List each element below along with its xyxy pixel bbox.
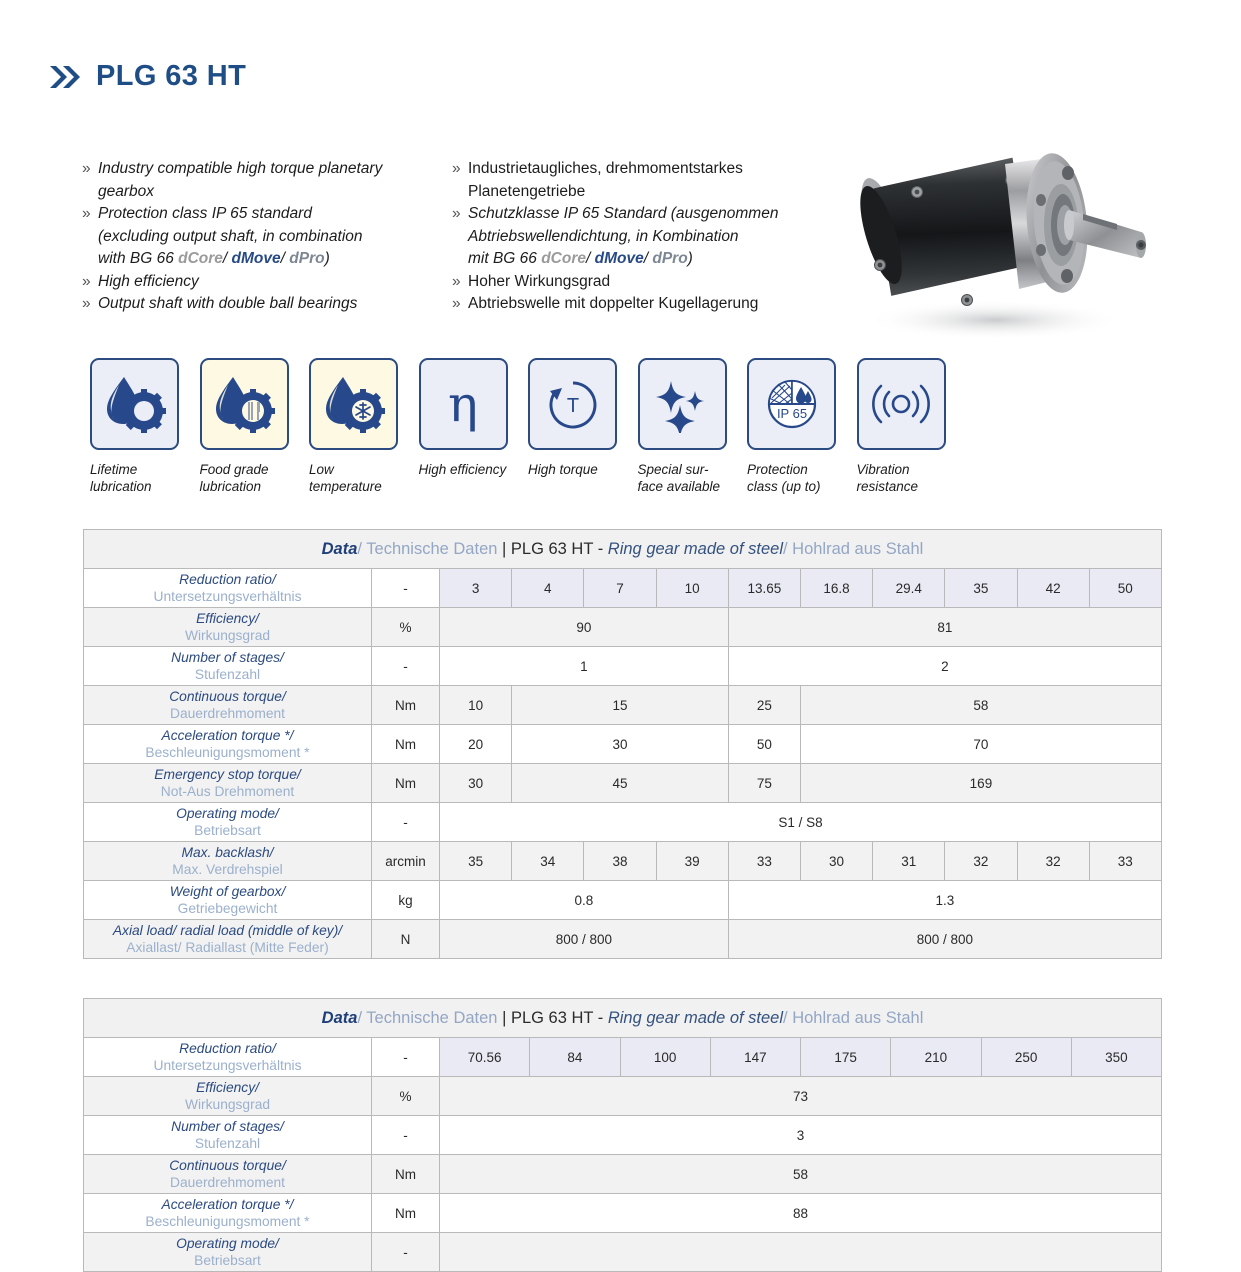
- row-label-en: Acceleration torque */: [161, 728, 294, 743]
- row-value-cell: 45: [512, 764, 729, 803]
- row-label-cell: [84, 647, 372, 686]
- row-label-cell: [84, 764, 372, 803]
- oil-drop-gear-icon: [90, 358, 179, 450]
- row-value-cell: 25: [728, 686, 800, 725]
- spec-table-1-wrap: [83, 529, 1161, 959]
- row-value-cell: 58: [440, 1155, 1162, 1194]
- feature-text: Schutzklasse IP 65 Standard (ausgenommen: [468, 205, 779, 222]
- row-label-de: Beschleunigungsmoment *: [145, 745, 310, 760]
- caption-line-1: High efficiency: [418, 462, 507, 477]
- dmove-label: dMove: [594, 250, 644, 267]
- row-value-cell: 84: [530, 1038, 620, 1077]
- row-value-cell: 3: [440, 1116, 1162, 1155]
- row-value-cell: 4: [512, 569, 584, 608]
- feature-text: Hoher Wirkungsgrad: [468, 272, 611, 290]
- torque-letter: T: [566, 395, 579, 417]
- double-chevron-icon: [48, 64, 82, 90]
- list-item: [82, 203, 432, 271]
- row-label-en: Emergency stop torque/: [154, 767, 301, 782]
- row-label-cell: [84, 1077, 372, 1116]
- feature-text-cont: (excluding output shaft, in combination: [98, 227, 363, 245]
- table-row: [84, 803, 1162, 842]
- icon-caption: [747, 461, 838, 495]
- caption-line-2: lubrication: [90, 479, 152, 494]
- feature-text: Industrietaugliches, drehmomentstarkes: [468, 160, 743, 177]
- row-label-de: Wirkungsgrad: [184, 628, 271, 643]
- row-value-cell: 32: [1017, 842, 1089, 881]
- row-value-cell: 32: [945, 842, 1017, 881]
- row-unit-cell: %: [372, 1077, 440, 1116]
- row-value-cell: 10: [656, 569, 728, 608]
- slash: /: [280, 250, 290, 267]
- row-value-cell: 0.8: [440, 881, 729, 920]
- row-label-cell: [84, 842, 372, 881]
- row-unit-cell: Nm: [372, 1194, 440, 1233]
- row-label-cell: [84, 1233, 372, 1272]
- row-value-cell: 250: [981, 1038, 1071, 1077]
- row-label-de: Stufenzahl: [194, 1136, 261, 1151]
- icon-cell-high-efficiency: [419, 358, 510, 495]
- caption-line-1: Vibration: [856, 462, 910, 477]
- row-value-cell: 39: [656, 842, 728, 881]
- row-label-cell: [84, 1038, 372, 1077]
- row-value-cell: 42: [1017, 569, 1089, 608]
- table-row: [84, 1155, 1162, 1194]
- feature-text-cont: mit BG 66: [468, 250, 542, 267]
- row-unit-cell: N: [372, 920, 440, 959]
- close-paren: ): [324, 250, 330, 267]
- row-unit-cell: -: [372, 1116, 440, 1155]
- table-header-row: [84, 999, 1162, 1038]
- row-label-cell: [84, 920, 372, 959]
- caption-line-2: class (up to): [747, 479, 821, 494]
- row-label-en: Efficiency/: [196, 611, 259, 626]
- table-row: [84, 686, 1162, 725]
- row-value-cell: 800 / 800: [728, 920, 1161, 959]
- row-value-cell: 20: [440, 725, 512, 764]
- row-value-cell: 15: [512, 686, 729, 725]
- row-label-de: Stufenzahl: [194, 667, 261, 682]
- caption-line-2: lubrication: [199, 479, 262, 494]
- row-value-cell: 33: [728, 842, 800, 881]
- icon-caption: [200, 461, 291, 495]
- feature-text: Industry compatible high torque planetary: [98, 160, 383, 177]
- list-item: [82, 158, 432, 203]
- row-label-cell: [84, 1116, 372, 1155]
- list-item: [452, 293, 802, 316]
- table-row: [84, 920, 1162, 959]
- page-title: PLG 63 HT: [96, 60, 247, 92]
- row-label-de: Getriebegewicht: [177, 901, 278, 916]
- list-item: [82, 293, 432, 316]
- dpro-label: dPro: [652, 250, 688, 267]
- header-ring-de-label: / Hohlrad aus Stahl: [783, 1008, 924, 1027]
- icon-caption: [309, 461, 400, 495]
- row-value-cell: 3: [440, 569, 512, 608]
- guillemet-icon: »: [82, 160, 91, 177]
- icon-caption: [857, 461, 948, 495]
- list-item: [452, 271, 802, 294]
- list-item: [452, 203, 802, 271]
- header-ring-en-label: Ring gear made of steel: [607, 1008, 784, 1027]
- row-label-cell: [84, 569, 372, 608]
- list-item: [452, 158, 802, 203]
- feature-text-cont: with BG 66: [98, 250, 179, 267]
- row-unit-cell: -: [372, 1233, 440, 1272]
- dcore-label: dCore: [178, 250, 223, 267]
- features-list-de: [452, 158, 802, 316]
- row-label-de: Wirkungsgrad: [184, 1097, 271, 1112]
- row-value-cell: 75: [728, 764, 800, 803]
- product-image-gearbox: [845, 140, 1185, 345]
- header-model-label: | PLG 63 HT -: [497, 1008, 608, 1027]
- page-title-row: [48, 60, 246, 93]
- row-label-de: Betriebsart: [194, 823, 261, 838]
- caption-line-1: High torque: [528, 462, 598, 477]
- row-value-cell: 30: [512, 725, 729, 764]
- sparkles-icon: [638, 358, 727, 450]
- feature-text-cont: Planetengetriebe: [468, 182, 586, 200]
- table-row: [84, 1038, 1162, 1077]
- header-technische-label: / Technische Daten: [357, 539, 498, 558]
- row-value-cell: 35: [440, 842, 512, 881]
- caption-line-2: resistance: [856, 479, 919, 494]
- icon-cell-low-temperature: [309, 358, 400, 495]
- row-label-de: Dauerdrehmoment: [169, 1175, 286, 1190]
- guillemet-icon: »: [452, 205, 461, 222]
- table-row: [84, 725, 1162, 764]
- row-label-de: Untersetzungsverhältnis: [153, 1058, 302, 1073]
- icon-caption: [90, 461, 181, 495]
- row-value-cell: 30: [440, 764, 512, 803]
- table-header: [84, 999, 1162, 1038]
- row-value-cell: 35: [945, 569, 1017, 608]
- guillemet-icon: »: [452, 295, 461, 312]
- oil-drop-gear-snowflake-icon: [309, 358, 398, 450]
- row-value-cell: 88: [440, 1194, 1162, 1233]
- row-label-en: Continuous torque/: [169, 1158, 286, 1173]
- row-value-cell: 100: [620, 1038, 710, 1077]
- slash: /: [643, 250, 653, 267]
- row-label-de: Beschleunigungsmoment *: [145, 1214, 310, 1229]
- row-label-de: Not-Aus Drehmoment: [160, 784, 295, 799]
- row-value-cell: 70.56: [440, 1038, 530, 1077]
- row-value-cell: 50: [728, 725, 800, 764]
- row-label-en: Efficiency/: [196, 1080, 259, 1095]
- row-label-de: Betriebsart: [194, 1253, 261, 1268]
- ip65-protection-icon: [747, 358, 836, 450]
- row-value-cell: 1.3: [728, 881, 1161, 920]
- row-value-cell: 1: [440, 647, 729, 686]
- table-header: [84, 530, 1162, 569]
- row-value-cell: 29.4: [873, 569, 945, 608]
- features-list-en: [82, 158, 432, 316]
- guillemet-icon: »: [452, 160, 461, 177]
- caption-line-2: face available: [637, 479, 721, 494]
- table-row: [84, 1233, 1162, 1272]
- dmove-label: dMove: [231, 250, 281, 267]
- row-unit-cell: Nm: [372, 725, 440, 764]
- row-label-en: Continuous torque/: [169, 689, 286, 704]
- row-value-cell: 31: [873, 842, 945, 881]
- row-value-cell: 10: [440, 686, 512, 725]
- caption-line-2: temperature: [309, 479, 382, 494]
- icon-caption: [528, 461, 619, 478]
- feature-text-cont: Abtriebswellendichtung, in Kombination: [468, 227, 739, 245]
- guillemet-icon: »: [82, 205, 91, 222]
- row-unit-cell: arcmin: [372, 842, 440, 881]
- row-unit-cell: kg: [372, 881, 440, 920]
- row-label-en: Axial load/ radial load (middle of key)/: [112, 923, 343, 938]
- row-label-cell: [84, 1194, 372, 1233]
- table-row: [84, 647, 1162, 686]
- row-value-cell: 210: [891, 1038, 981, 1077]
- row-value-cell: 147: [710, 1038, 800, 1077]
- icon-caption: [419, 461, 510, 478]
- row-value-cell: 33: [1089, 842, 1161, 881]
- guillemet-icon: »: [452, 272, 461, 290]
- dcore-label: dCore: [541, 250, 587, 267]
- row-unit-cell: -: [372, 1038, 440, 1077]
- caption-line-1: Food grade: [199, 462, 269, 477]
- row-value-cell: 30: [800, 842, 872, 881]
- row-label-en: Number of stages/: [171, 650, 284, 665]
- row-label-en: Operating mode/: [176, 806, 279, 821]
- icon-cell-food-grade-lubrication: [200, 358, 291, 495]
- table-row: [84, 764, 1162, 803]
- table-row: [84, 881, 1162, 920]
- feature-text: Output shaft with double ball bearings: [98, 295, 358, 312]
- row-value-cell: 38: [584, 842, 656, 881]
- feature-icon-strip: [90, 358, 948, 495]
- row-label-cell: [84, 881, 372, 920]
- row-label-en: Acceleration torque */: [161, 1197, 294, 1212]
- row-value-cell: 169: [800, 764, 1161, 803]
- row-unit-cell: Nm: [372, 686, 440, 725]
- caption-line-1: Special sur-: [637, 462, 709, 477]
- row-value-cell: 16.8: [800, 569, 872, 608]
- row-label-cell: [84, 608, 372, 647]
- caption-line-1: Low: [309, 462, 334, 477]
- header-ring-en-label: Ring gear made of steel: [607, 539, 783, 558]
- icon-cell-high-torque: [528, 358, 619, 495]
- header-model-label: | PLG 63 HT -: [497, 539, 608, 558]
- slash: /: [222, 250, 232, 267]
- row-unit-cell: -: [372, 569, 440, 608]
- header-technische-label: / Technische Daten: [357, 1008, 498, 1027]
- eta-symbol-icon: [419, 358, 508, 450]
- feature-text: High efficiency: [98, 272, 199, 290]
- feature-text-cont: gearbox: [98, 182, 155, 200]
- dpro-label: dPro: [289, 250, 325, 267]
- spec-table-2: [83, 998, 1162, 1272]
- list-item: [82, 271, 432, 294]
- close-paren: ): [687, 250, 693, 267]
- eta-glyph: η: [448, 375, 478, 433]
- row-value-cell: 90: [440, 608, 729, 647]
- row-label-de: Max. Verdrehspiel: [172, 862, 283, 877]
- header-data-label: Data: [321, 1008, 358, 1027]
- row-value-cell: [440, 1233, 1162, 1272]
- icon-cell-vibration-resistance: [857, 358, 948, 495]
- guillemet-icon: »: [82, 272, 91, 290]
- row-label-cell: [84, 803, 372, 842]
- row-value-cell: 2: [728, 647, 1161, 686]
- row-label-cell: [84, 725, 372, 764]
- row-value-cell: 7: [584, 569, 656, 608]
- feature-text: Protection class IP 65 standard: [98, 205, 312, 222]
- row-value-cell: 50: [1089, 569, 1161, 608]
- feature-text: Abtriebswelle mit doppelter Kugellagerung: [468, 295, 759, 312]
- row-label-en: Weight of gearbox/: [169, 884, 286, 899]
- oil-drop-gear-cutlery-icon: [200, 358, 289, 450]
- icon-cell-protection-class: [747, 358, 838, 495]
- row-value-cell: 13.65: [728, 569, 800, 608]
- row-label-en: Reduction ratio/: [179, 572, 276, 587]
- torque-arrow-icon: [528, 358, 617, 450]
- table-row: [84, 569, 1162, 608]
- header-data-label: Data: [321, 539, 358, 558]
- caption-line-1: Protection: [747, 462, 808, 477]
- row-label-en: Reduction ratio/: [179, 1041, 276, 1056]
- vibration-waves-icon: [857, 358, 946, 450]
- row-unit-cell: -: [372, 803, 440, 842]
- row-label-en: Operating mode/: [176, 1236, 279, 1251]
- row-label-en: Max. backlash/: [181, 845, 274, 860]
- row-value-cell: 81: [728, 608, 1161, 647]
- row-label-de: Dauerdrehmoment: [169, 706, 286, 721]
- row-value-cell: S1 / S8: [440, 803, 1162, 842]
- row-label-de: Untersetzungsverhältnis: [153, 589, 302, 604]
- row-label-cell: [84, 686, 372, 725]
- spec-table-1: [83, 529, 1162, 959]
- row-label-cell: [84, 1155, 372, 1194]
- spec-table-2-wrap: [83, 998, 1161, 1272]
- table-row: [84, 1116, 1162, 1155]
- row-unit-cell: -: [372, 647, 440, 686]
- row-value-cell: 175: [801, 1038, 891, 1077]
- table-row: [84, 608, 1162, 647]
- table-header-row: [84, 530, 1162, 569]
- row-value-cell: 58: [800, 686, 1161, 725]
- row-value-cell: 350: [1071, 1038, 1161, 1077]
- icon-cell-lifetime-lubrication: [90, 358, 181, 495]
- icon-cell-special-surface: [638, 358, 729, 495]
- row-value-cell: 70: [800, 725, 1161, 764]
- icon-caption: [638, 461, 729, 495]
- row-label-en: Number of stages/: [171, 1119, 284, 1134]
- row-value-cell: 73: [440, 1077, 1162, 1116]
- table-row: [84, 842, 1162, 881]
- row-unit-cell: Nm: [372, 764, 440, 803]
- row-label-de: Axiallast/ Radiallast (Mitte Feder): [126, 940, 329, 955]
- table-row: [84, 1077, 1162, 1116]
- table-row: [84, 1194, 1162, 1233]
- row-value-cell: 800 / 800: [440, 920, 729, 959]
- slash: /: [586, 250, 595, 267]
- guillemet-icon: »: [82, 295, 91, 312]
- caption-line-1: Lifetime: [90, 462, 138, 477]
- row-unit-cell: %: [372, 608, 440, 647]
- row-unit-cell: Nm: [372, 1155, 440, 1194]
- header-ring-de-label: / Hohlrad aus Stahl: [782, 539, 924, 558]
- row-value-cell: 34: [512, 842, 584, 881]
- ip65-text: IP 65: [776, 406, 807, 421]
